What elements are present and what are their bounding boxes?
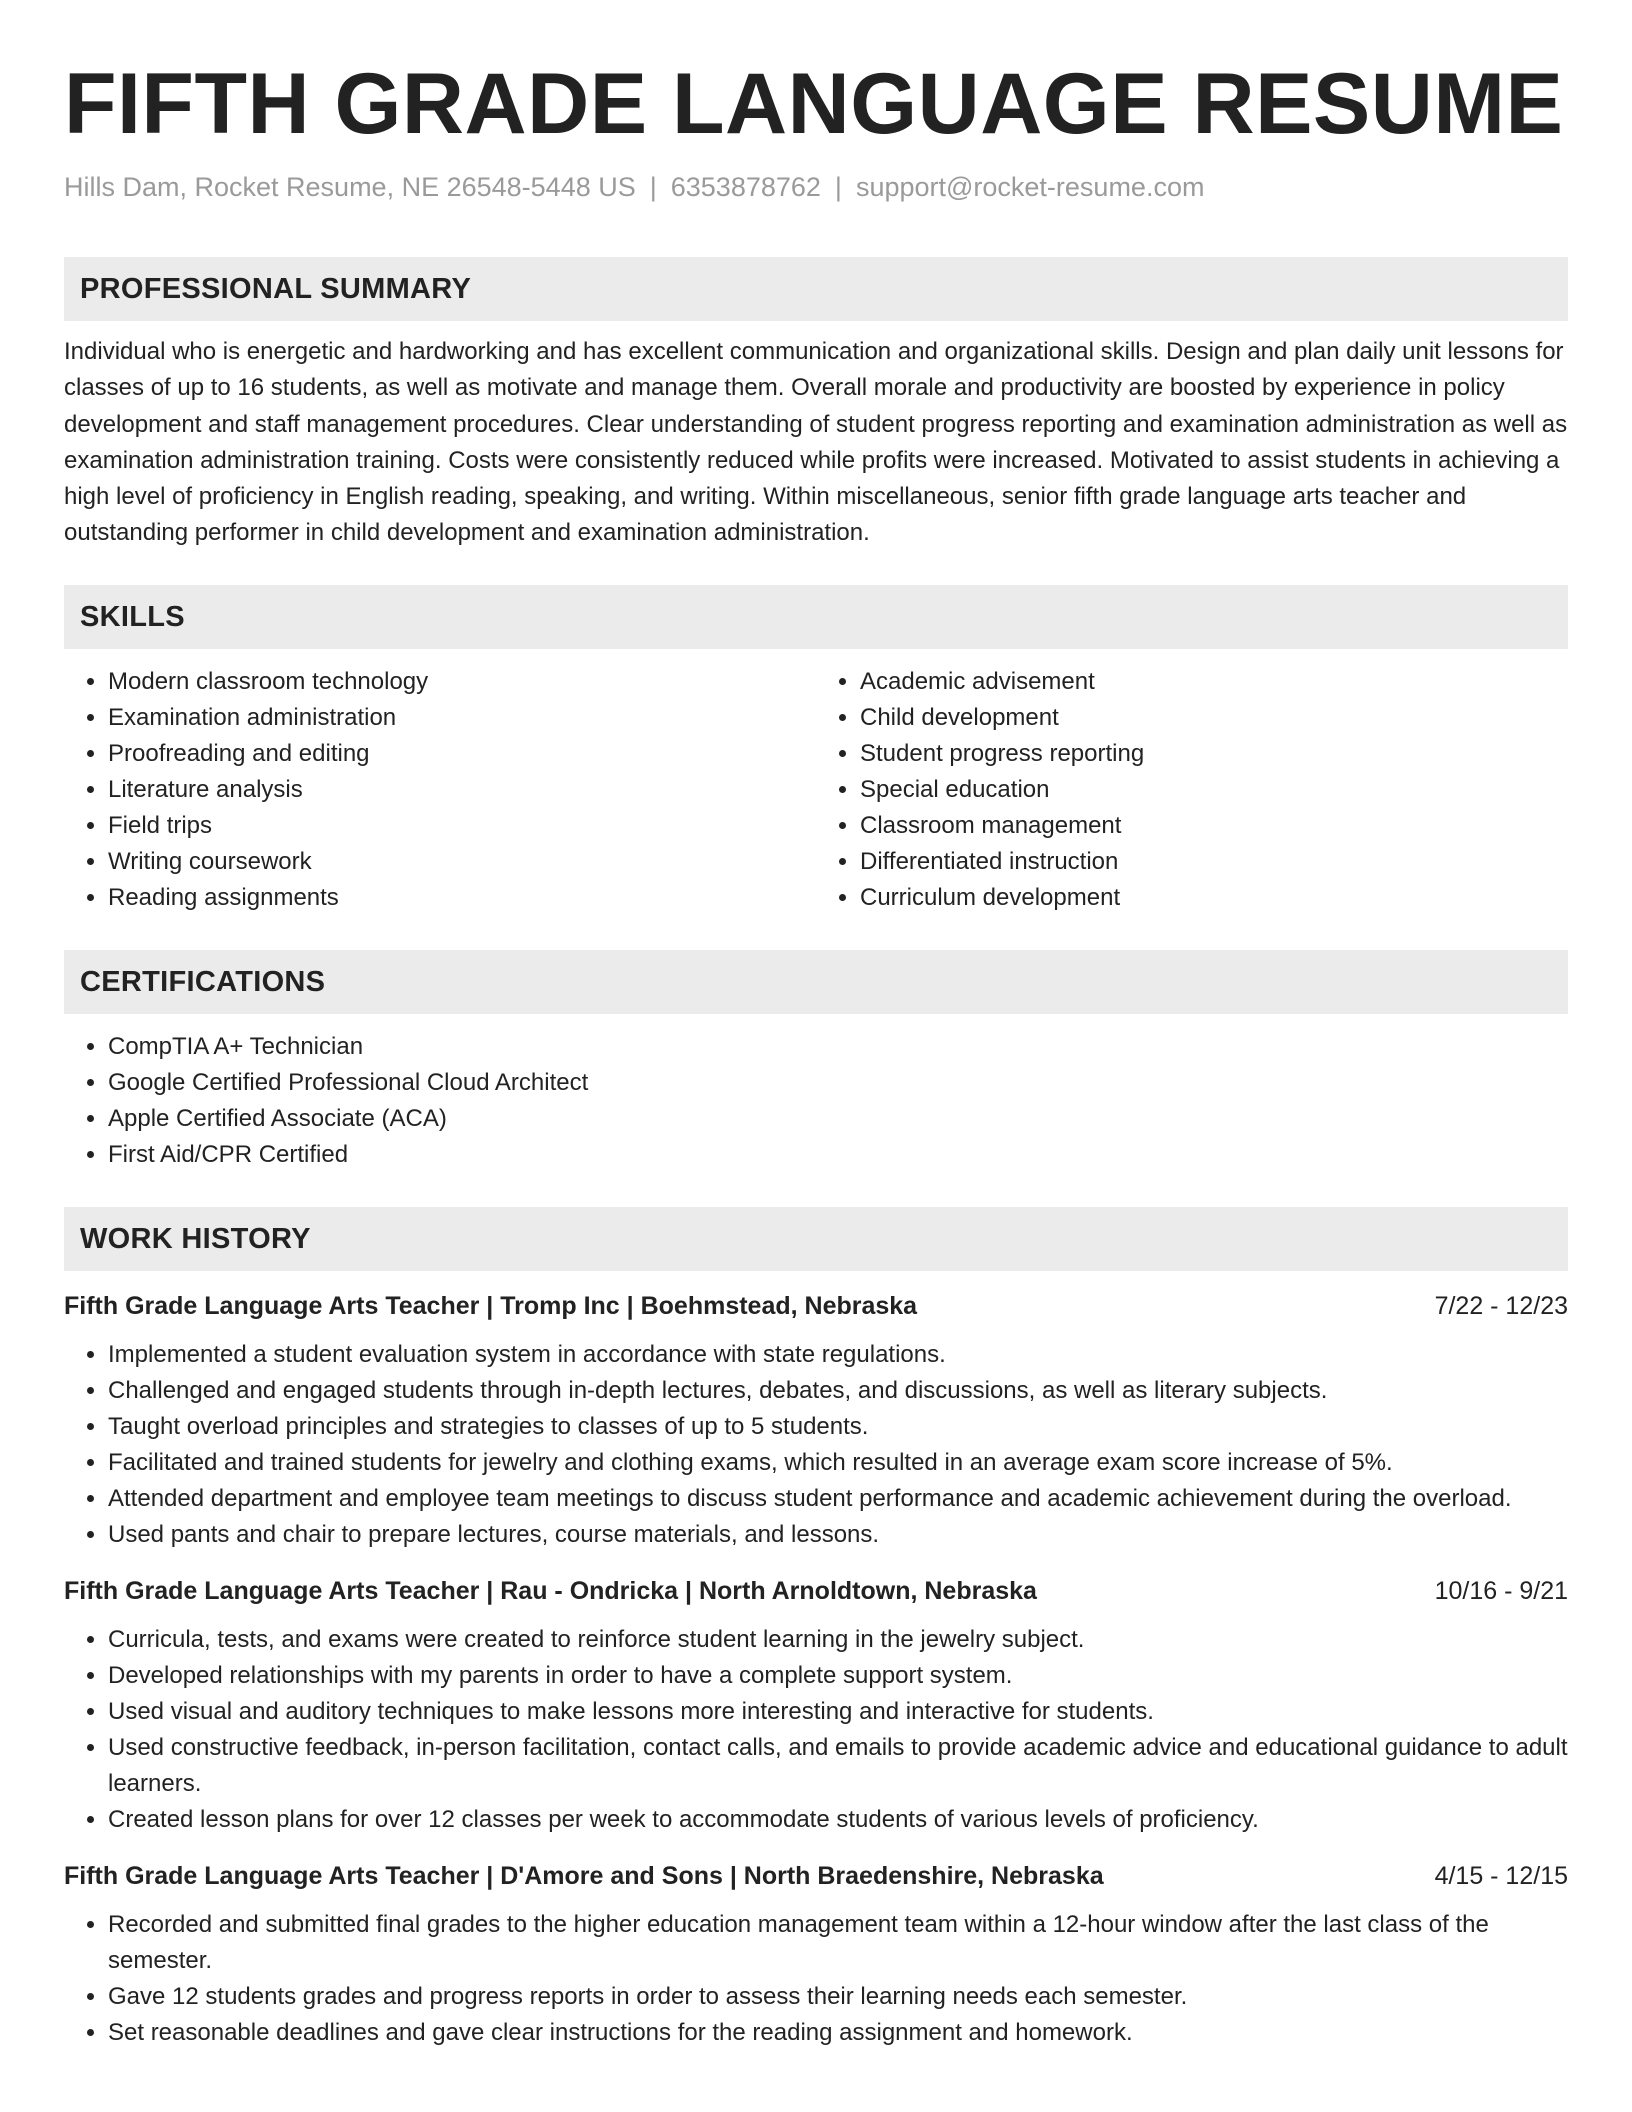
skill-item: • Differentiated instruction: [860, 844, 1568, 880]
duty-item: • Recorded and submitted final grades to the higher education management team within a 12-hour window after the last class of the semester.: [108, 1907, 1568, 1979]
duty-item: • Set reasonable deadlines and gave clear instructions for the reading assignment and homework.: [108, 2015, 1568, 2051]
skill-item: • Modern classroom technology: [108, 664, 816, 700]
job-entry: [64, 1573, 1568, 1838]
duty-item: • Facilitated and trained students for jewelry and clothing exams, which resulted in an average exam score increase of 5%.: [108, 1445, 1568, 1481]
skill-item: • Reading assignments: [108, 880, 816, 916]
contact-separator: |: [649, 172, 657, 202]
duty-item: • Gave 12 students grades and progress reports in order to assess their learning needs each semester.: [108, 1979, 1568, 2015]
contact-separator: |: [834, 172, 842, 202]
job-dates: 7/22 - 12/23: [1434, 1291, 1568, 1320]
certification-item: • CompTIA A+ Technician: [108, 1029, 1568, 1065]
resume-page: [64, 0, 1568, 2051]
duty-item: • Developed relationships with my parents in order to have a complete support system.: [108, 1658, 1568, 1694]
skill-item: • Classroom management: [860, 808, 1568, 844]
duty-item: • Used constructive feedback, in-person facilitation, contact calls, and emails to provide academic advice and educational guidance to adult learners.: [108, 1730, 1568, 1802]
job-title-row: [64, 1288, 1568, 1324]
section-header-work-history: WORK HISTORY: [64, 1207, 1568, 1271]
job-title-row: [64, 1858, 1568, 1894]
certification-item: • First Aid/CPR Certified: [108, 1137, 1568, 1173]
job-duties: [64, 1622, 1568, 1838]
duty-item: • Implemented a student evaluation system in accordance with state regulations.: [108, 1337, 1568, 1373]
job-entry: [64, 1288, 1568, 1553]
skill-item: • Literature analysis: [108, 772, 816, 808]
job-title: Fifth Grade Language Arts Teacher | Rau - Ondricka | North Arnoldtown, Nebraska: [64, 1576, 1037, 1605]
job-dates: 4/15 - 12/15: [1434, 1861, 1568, 1890]
job-dates: 10/16 - 9/21: [1434, 1576, 1568, 1605]
job-title: Fifth Grade Language Arts Teacher | Tromp Inc | Boehmstead, Nebraska: [64, 1291, 918, 1320]
contact-phone: 6353878762: [670, 172, 821, 202]
skills-column-left: [64, 664, 816, 916]
section-header-skills: SKILLS: [64, 585, 1568, 649]
duty-item: • Used pants and chair to prepare lectures, course materials, and lessons.: [108, 1517, 1568, 1553]
certification-item: • Apple Certified Associate (ACA): [108, 1101, 1568, 1137]
duty-item: • Attended department and employee team meetings to discuss student performance and academic achievement during the overload.: [108, 1481, 1568, 1517]
job-duties: [64, 1907, 1568, 2051]
summary-text: Individual who is energetic and hardworking and has excellent communication and organizational skills. Design and plan daily unit lessons for classes of up to 16 students, as well as motivate and manage them. Overall morale and productivity are boosted by experience in policy development and staff management procedures. Clear understanding of student progress reporting and examination administration as well as examination administration training. Costs were consistently reduced while profits were increased. Motivated to assist students in achieving a high level of proficiency in English reading, speaking, and writing. Within miscellaneous, senior fifth grade language arts teacher and outstanding performer in child development and examination administration.: [64, 338, 1568, 547]
certifications-list: [64, 1029, 1568, 1173]
job-entry: [64, 1858, 1568, 2051]
resume-title: FIFTH GRADE LANGUAGE RESUME: [64, 56, 1564, 152]
duty-item: • Taught overload principles and strategies to classes of up to 5 students.: [108, 1409, 1568, 1445]
contact-email: support@rocket-resume.com: [855, 172, 1205, 202]
skill-item: • Proofreading and editing: [108, 736, 816, 772]
skill-item: • Examination administration: [108, 700, 816, 736]
duty-item: • Challenged and engaged students through in-depth lectures, debates, and discussions, as well as literary subjects.: [108, 1373, 1568, 1409]
skills-column-right: [816, 664, 1568, 916]
duty-item: • Created lesson plans for over 12 classes per week to accommodate students of various levels of proficiency.: [108, 1802, 1568, 1838]
skill-item: • Curriculum development: [860, 880, 1568, 916]
skill-item: • Field trips: [108, 808, 816, 844]
job-title-row: [64, 1573, 1568, 1609]
duty-item: • Used visual and auditory techniques to make lessons more interesting and interactive for students.: [108, 1694, 1568, 1730]
contact-line: [64, 170, 1568, 204]
skills-list: [64, 664, 1568, 916]
skill-item: • Writing coursework: [108, 844, 816, 880]
section-header-summary: PROFESSIONAL SUMMARY: [64, 257, 1568, 321]
section-header-certifications: CERTIFICATIONS: [64, 950, 1568, 1014]
contact-address: Hills Dam, Rocket Resume, NE 26548-5448 US: [64, 172, 636, 202]
job-duties: [64, 1337, 1568, 1553]
skill-item: • Academic advisement: [860, 664, 1568, 700]
skill-item: • Special education: [860, 772, 1568, 808]
duty-item: • Curricula, tests, and exams were created to reinforce student learning in the jewelry subject.: [108, 1622, 1568, 1658]
skill-item: • Child development: [860, 700, 1568, 736]
skill-item: • Student progress reporting: [860, 736, 1568, 772]
certification-item: • Google Certified Professional Cloud Architect: [108, 1065, 1568, 1101]
job-title: Fifth Grade Language Arts Teacher | D'Amore and Sons | North Braedenshire, Nebraska: [64, 1861, 1104, 1890]
